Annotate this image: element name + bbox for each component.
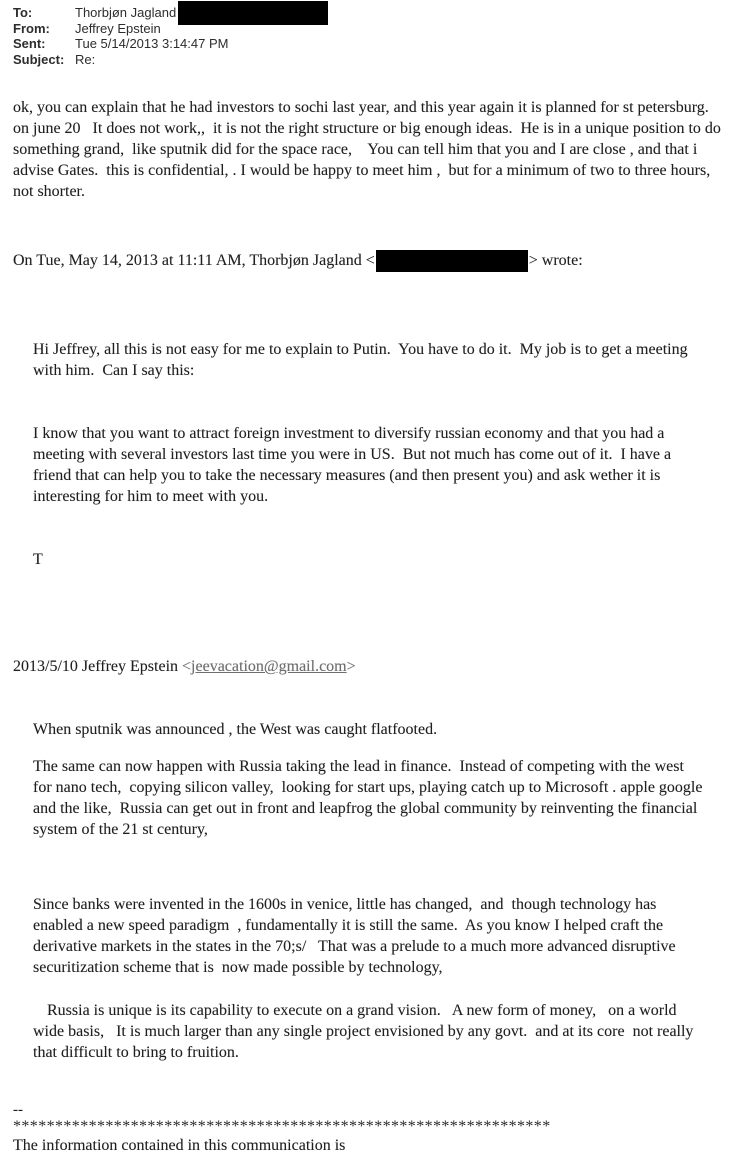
subject-value: Re: (75, 51, 96, 67)
quote2-paragraph-banks: Since banks were invented in the 1600s in venice, little has changed, and though technology has enabled a new speed paradigm , fundamentally it is still the same. As you know I helped craft the derivative markets in the states in the 70;s/ That was a prelude to a much more advanced disruptive securitization scheme that is now made possible by technology, (33, 896, 680, 977)
to-recipient-name: Thorbjøn Jagland (75, 5, 177, 20)
from-value: Jeffrey Epstein (75, 20, 161, 36)
reply-paragraph: ok, you can explain that he had investors to sochi last year, and this year again it is planned for st petersburg. on june 20 It does not work,, it is not the right structure or big enough ideas. He is in a unique position to do something grand, like sputnik did for the space race, You can tell him that you and I are close , and that i advise Gates. this is confidential, . I would be happy to meet him , but for a minimum of two to three hours, not shorter. (13, 99, 725, 201)
disclaimer-text: The information contained in this communication is (13, 1137, 346, 1155)
quote1-signature: T (33, 551, 43, 569)
header-row-sent (13, 36, 728, 52)
quote2-paragraph-sputnik: When sputnik was announced , the West was caught flatfooted. (33, 721, 438, 739)
dateline-text: 2013/5/10 Jeffrey Epstein (13, 658, 183, 676)
redaction-bar (376, 250, 528, 272)
quoted-message-1 (33, 297, 705, 612)
to-label: To: (13, 5, 33, 20)
to-value (75, 5, 328, 21)
attribution-suffix: > wrote: (528, 252, 583, 270)
asterisk-divider: **************************************************************** (13, 1118, 551, 1136)
header-row-from (13, 21, 728, 37)
dateline-close-bracket: > (346, 658, 356, 676)
dateline-open-bracket: < (182, 658, 192, 676)
header-row-to (13, 5, 728, 21)
email-address-link[interactable]: jeevacation@gmail.com (191, 658, 347, 676)
quote2-paragraph-grand-vision: Russia is unique is its capability to execute on a grand vision. A new form of money, on a world wide basis, It is much larger than any single project envisioned by any govt. and at its core not really that difficult to bring to fruition. (33, 1002, 698, 1062)
quote1-paragraph-2: I know that you want to attract foreign investment to diversify russian economy and that you had a meeting with several investors last time you were in US. But not much has come out of it. I have a friend that can help you to take the necessary measures (and then present you) and ask wether it is interesting for him to meet with you. (33, 425, 676, 506)
sent-label: Sent: (13, 36, 46, 52)
dateline (13, 656, 728, 677)
from-label: From: (13, 20, 50, 36)
quote2-paragraph-russia-lead: The same can now happen with Russia taking the lead in finance. Instead of competing with the west for nano tech, copying silicon valley, looking for start ups, playing catch up to Microsoft . apple google and the like, Russia can get out in front and leapfrog the global community by reinventing the financial system of the 21 st century, (33, 758, 707, 839)
email-footer (13, 1103, 728, 1156)
redaction-bar (178, 1, 328, 25)
email-header (13, 5, 728, 67)
header-row-subject (13, 52, 728, 68)
quote1-paragraph-1: Hi Jeffrey, all this is not easy for me to explain to Putin. You have to do it. My job is to get a meeting with him. Can I say this: (33, 341, 692, 380)
signature-separator: -- (13, 1102, 23, 1119)
quote-attribution-line (13, 250, 728, 271)
sent-value: Tue 5/14/2013 3:14:47 PM (75, 36, 229, 52)
attribution-prefix: On Tue, May 14, 2013 at 11:11 AM, Thorbjøn Jagland < (13, 252, 375, 270)
subject-label: Subject: (13, 51, 65, 67)
